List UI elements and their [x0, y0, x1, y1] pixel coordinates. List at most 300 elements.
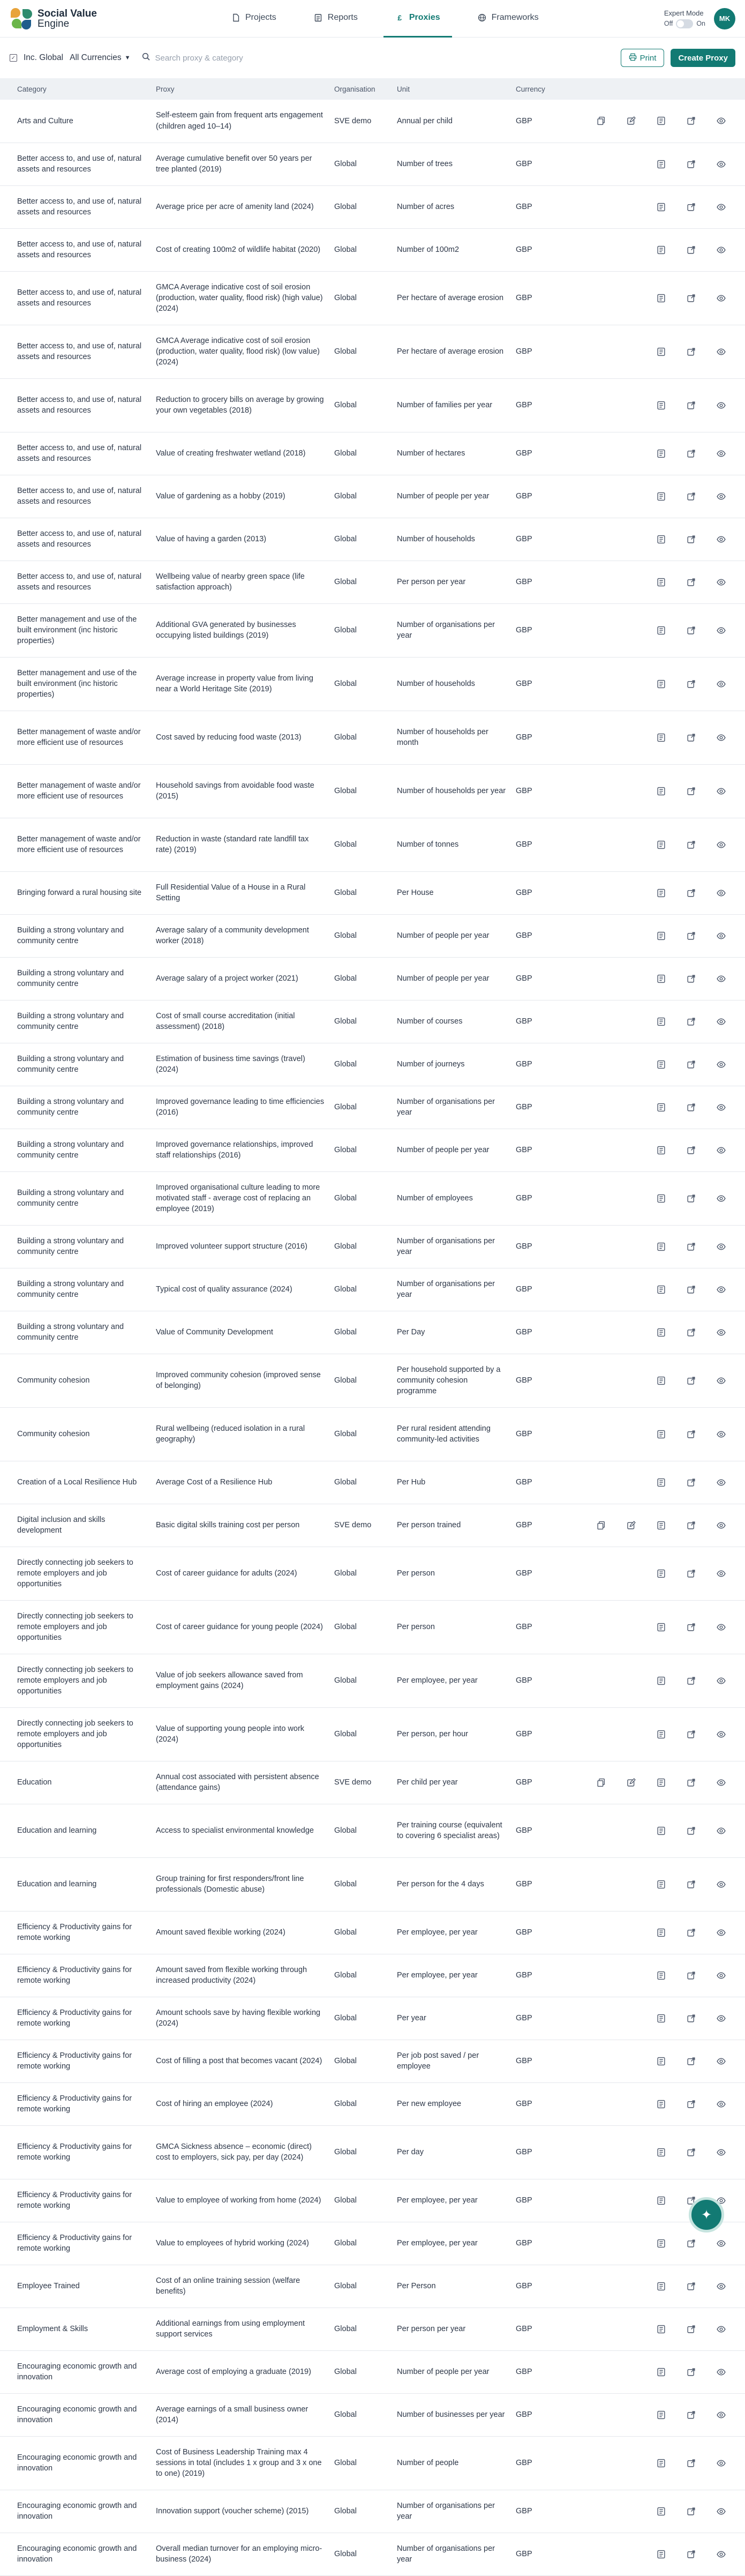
- details-icon[interactable]: [656, 1778, 666, 1787]
- table-row[interactable]: [0, 475, 745, 518]
- view-icon[interactable]: [716, 1017, 726, 1026]
- details-icon[interactable]: [656, 1145, 666, 1155]
- view-icon[interactable]: [716, 625, 726, 635]
- table-row[interactable]: [0, 1654, 745, 1707]
- view-icon[interactable]: [716, 491, 726, 501]
- table-row[interactable]: [0, 2040, 745, 2082]
- cell-proxy: Typical cost of quality assurance (2024): [156, 1285, 292, 1294]
- table-row[interactable]: [0, 1600, 745, 1654]
- details-icon[interactable]: [656, 1242, 666, 1251]
- details-icon[interactable]: [656, 974, 666, 983]
- table-row[interactable]: [0, 1954, 745, 1997]
- view-icon[interactable]: [716, 1928, 726, 1937]
- open-external-icon[interactable]: [686, 1569, 696, 1578]
- details-icon[interactable]: [656, 2056, 666, 2066]
- view-icon[interactable]: [716, 2458, 726, 2468]
- open-external-icon[interactable]: [686, 577, 696, 587]
- view-icon[interactable]: [716, 1059, 726, 1069]
- cell-proxy: Average increase in property value from living near a World Heritage Site (2019): [156, 674, 313, 693]
- open-external-icon[interactable]: [686, 534, 696, 544]
- print-button[interactable]: [621, 49, 665, 67]
- cell-organisation: Global: [334, 534, 357, 543]
- table-row[interactable]: [0, 100, 745, 143]
- view-icon[interactable]: [716, 1569, 726, 1578]
- column-header-unit[interactable]: Unit: [397, 85, 410, 93]
- table-row[interactable]: [0, 1171, 745, 1225]
- cell-proxy: Average salary of a project worker (2021): [156, 974, 298, 983]
- open-external-icon[interactable]: [686, 2013, 696, 2023]
- details-icon[interactable]: [656, 840, 666, 849]
- details-icon[interactable]: [656, 2367, 666, 2377]
- open-external-icon[interactable]: [686, 1145, 696, 1155]
- edit-icon[interactable]: [626, 1778, 636, 1787]
- view-icon[interactable]: [716, 534, 726, 544]
- open-external-icon[interactable]: [686, 2324, 696, 2334]
- open-external-icon[interactable]: [686, 1622, 696, 1632]
- view-icon[interactable]: [716, 2013, 726, 2023]
- view-icon[interactable]: [716, 577, 726, 587]
- open-external-icon[interactable]: [686, 202, 696, 212]
- view-icon[interactable]: [716, 1826, 726, 1835]
- view-icon[interactable]: [716, 449, 726, 458]
- cell-actions: [573, 378, 745, 432]
- table-row[interactable]: [0, 764, 745, 818]
- table-row[interactable]: [0, 2393, 745, 2436]
- view-icon[interactable]: [716, 159, 726, 169]
- cell-proxy: Average price per acre of amenity land (2024): [156, 202, 314, 211]
- details-icon[interactable]: [656, 2549, 666, 2559]
- view-icon[interactable]: [716, 1477, 726, 1487]
- open-external-icon[interactable]: [686, 1477, 696, 1487]
- open-external-icon[interactable]: [686, 2099, 696, 2109]
- view-icon[interactable]: [716, 400, 726, 410]
- open-external-icon[interactable]: [686, 974, 696, 983]
- details-icon[interactable]: [656, 1376, 666, 1385]
- view-icon[interactable]: [716, 2506, 726, 2516]
- details-icon[interactable]: [656, 293, 666, 303]
- view-icon[interactable]: [716, 786, 726, 796]
- open-external-icon[interactable]: [686, 786, 696, 796]
- details-icon[interactable]: [656, 491, 666, 501]
- cell-organisation: Global: [334, 347, 357, 356]
- details-icon[interactable]: [656, 449, 666, 458]
- view-icon[interactable]: [716, 931, 726, 940]
- table-row[interactable]: [0, 1707, 745, 1761]
- view-icon[interactable]: [716, 1520, 726, 1530]
- table-row[interactable]: [0, 914, 745, 957]
- details-icon[interactable]: [656, 1928, 666, 1937]
- cell-unit: Number of people: [397, 2458, 459, 2467]
- details-icon[interactable]: [656, 1327, 666, 1337]
- view-icon[interactable]: [716, 2056, 726, 2066]
- table-row[interactable]: [0, 185, 745, 228]
- details-icon[interactable]: [656, 1569, 666, 1578]
- details-icon[interactable]: [656, 1059, 666, 1069]
- view-icon[interactable]: [716, 1778, 726, 1787]
- expert-mode-toggle[interactable]: [676, 19, 693, 28]
- view-icon[interactable]: [716, 1429, 726, 1439]
- table-row[interactable]: [0, 561, 745, 603]
- cell-organisation: Global: [334, 2013, 357, 2022]
- open-external-icon[interactable]: [686, 2410, 696, 2420]
- table-row[interactable]: [0, 957, 745, 1000]
- cell-category: Directly connecting job seekers to remote employers and job opportunities: [17, 1611, 133, 1642]
- table-row[interactable]: [0, 657, 745, 711]
- nav-projects[interactable]: [220, 0, 288, 38]
- cell-category: Encouraging economic growth and innovation: [17, 2501, 137, 2521]
- details-icon[interactable]: [656, 577, 666, 587]
- view-icon[interactable]: [716, 1193, 726, 1203]
- open-external-icon[interactable]: [686, 449, 696, 458]
- cell-unit: Number of courses: [397, 1017, 463, 1026]
- table-header-row: [0, 78, 745, 100]
- cell-actions: [573, 561, 745, 603]
- nav-frameworks[interactable]: [466, 0, 551, 38]
- table-row[interactable]: [0, 2533, 745, 2575]
- cell-proxy: Average Cost of a Resilience Hub: [156, 1477, 273, 1487]
- open-external-icon[interactable]: [686, 1102, 696, 1112]
- cell-category: Building a strong voluntary and community centre: [17, 1097, 124, 1117]
- table-row[interactable]: [0, 325, 745, 378]
- details-icon[interactable]: [656, 159, 666, 169]
- brand-logo[interactable]: [10, 7, 213, 31]
- open-external-icon[interactable]: [686, 1059, 696, 1069]
- cell-currency: GBP: [516, 1622, 532, 1631]
- table-row[interactable]: [0, 2265, 745, 2308]
- cell-unit: Per rural resident attending community-led activities: [397, 1424, 491, 1444]
- nav-proxies[interactable]: [383, 0, 452, 38]
- table-row[interactable]: [0, 603, 745, 657]
- open-external-icon[interactable]: [686, 2281, 696, 2291]
- details-icon[interactable]: [656, 1017, 666, 1026]
- cell-category: Efficiency & Productivity gains for remote working: [17, 2094, 132, 2114]
- open-external-icon[interactable]: [686, 931, 696, 940]
- search-input[interactable]: [155, 54, 283, 63]
- view-icon[interactable]: [716, 2147, 726, 2157]
- cell-organisation: Global: [334, 293, 357, 302]
- table-row[interactable]: [0, 1000, 745, 1043]
- details-icon[interactable]: [656, 2410, 666, 2420]
- open-external-icon[interactable]: [686, 1520, 696, 1530]
- view-icon[interactable]: [716, 974, 726, 983]
- cell-unit: Number of hectares: [397, 449, 465, 458]
- table-row[interactable]: [0, 2082, 745, 2125]
- nav-reports[interactable]: [302, 0, 370, 38]
- copy-icon[interactable]: [596, 1520, 606, 1530]
- open-external-icon[interactable]: [686, 1778, 696, 1787]
- column-header-category[interactable]: Category: [17, 85, 47, 93]
- table-row[interactable]: [0, 228, 745, 271]
- details-icon[interactable]: [656, 400, 666, 410]
- open-external-icon[interactable]: [686, 400, 696, 410]
- cell-proxy: Reduction in waste (standard rate landfill tax rate) (2019): [156, 834, 309, 854]
- details-icon[interactable]: [656, 2324, 666, 2334]
- view-icon[interactable]: [716, 245, 726, 255]
- table-row[interactable]: [0, 378, 745, 432]
- details-icon[interactable]: [656, 1622, 666, 1632]
- sparkle-icon: ✦: [701, 2207, 712, 2222]
- open-external-icon[interactable]: [686, 2458, 696, 2468]
- table-row[interactable]: [0, 2490, 745, 2533]
- table-row[interactable]: [0, 1761, 745, 1804]
- table-row[interactable]: [0, 1129, 745, 1171]
- details-icon[interactable]: [656, 2238, 666, 2248]
- globe-icon: [478, 13, 487, 23]
- cell-currency: GBP: [516, 1376, 532, 1385]
- view-icon[interactable]: [716, 1879, 726, 1889]
- cell-actions: [573, 271, 745, 325]
- open-external-icon[interactable]: [686, 2238, 696, 2248]
- cell-category: Efficiency & Productivity gains for remote working: [17, 1922, 132, 1942]
- cell-proxy: Amount schools save by having flexible working (2024): [156, 2008, 321, 2028]
- details-icon[interactable]: [656, 202, 666, 212]
- cell-category: Better access to, and use of, natural assets and resources: [17, 240, 142, 259]
- open-external-icon[interactable]: [686, 625, 696, 635]
- details-icon[interactable]: [656, 625, 666, 635]
- view-icon[interactable]: [716, 347, 726, 356]
- table-row[interactable]: [0, 2350, 745, 2393]
- details-icon[interactable]: [656, 1285, 666, 1294]
- details-icon[interactable]: [656, 1676, 666, 1685]
- view-icon[interactable]: [716, 840, 726, 849]
- table-row[interactable]: [0, 1997, 745, 2040]
- cell-organisation: Global: [334, 1477, 357, 1487]
- details-icon[interactable]: [656, 2099, 666, 2109]
- cell-proxy: Cost of an online training session (welfare benefits): [156, 2276, 300, 2296]
- details-icon[interactable]: [656, 2281, 666, 2291]
- copy-icon[interactable]: [596, 1778, 606, 1787]
- table-row[interactable]: [0, 271, 745, 325]
- table-row[interactable]: [0, 1311, 745, 1354]
- view-icon[interactable]: [716, 1327, 726, 1337]
- open-external-icon[interactable]: [686, 1429, 696, 1439]
- cell-actions: [573, 1600, 745, 1654]
- cell-currency: GBP: [516, 2506, 532, 2515]
- open-external-icon[interactable]: [686, 1327, 696, 1337]
- table-row[interactable]: [0, 1911, 745, 1954]
- open-external-icon[interactable]: [686, 293, 696, 303]
- cell-organisation: Global: [334, 1017, 357, 1026]
- details-icon[interactable]: [656, 116, 666, 126]
- details-icon[interactable]: [656, 1970, 666, 1980]
- cell-category: Building a strong voluntary and community centre: [17, 1279, 124, 1299]
- table-row[interactable]: [0, 1461, 745, 1504]
- view-icon[interactable]: [716, 202, 726, 212]
- edit-icon[interactable]: [626, 116, 636, 126]
- edit-icon[interactable]: [626, 1520, 636, 1530]
- table-row[interactable]: [0, 2179, 745, 2222]
- open-external-icon[interactable]: [686, 1970, 696, 1980]
- details-icon[interactable]: [656, 2147, 666, 2157]
- view-icon[interactable]: [716, 2238, 726, 2248]
- open-external-icon[interactable]: [686, 2367, 696, 2377]
- view-icon[interactable]: [716, 1285, 726, 1294]
- table-row[interactable]: [0, 2308, 745, 2350]
- open-external-icon[interactable]: [686, 491, 696, 501]
- cell-actions: [573, 475, 745, 518]
- table-row[interactable]: [0, 1504, 745, 1547]
- view-icon[interactable]: [716, 2410, 726, 2420]
- column-header-proxy[interactable]: Proxy: [156, 85, 175, 93]
- create-proxy-button[interactable]: Create Proxy: [671, 49, 735, 67]
- table-row[interactable]: [0, 1407, 745, 1461]
- table-row[interactable]: [0, 871, 745, 914]
- details-icon[interactable]: [656, 1520, 666, 1530]
- open-external-icon[interactable]: [686, 1676, 696, 1685]
- cell-organisation: SVE demo: [334, 1778, 372, 1787]
- cell-proxy: Cost of filling a post that becomes vacant (2024): [156, 2056, 322, 2065]
- view-icon[interactable]: [716, 1145, 726, 1155]
- cell-currency: GBP: [516, 116, 532, 125]
- open-external-icon[interactable]: [686, 733, 696, 742]
- open-external-icon[interactable]: [686, 1879, 696, 1889]
- details-icon[interactable]: [656, 2196, 666, 2205]
- inc-global-checkbox[interactable]: ✓: [10, 54, 17, 62]
- open-external-icon[interactable]: [686, 159, 696, 169]
- view-icon[interactable]: [716, 2324, 726, 2334]
- details-icon[interactable]: [656, 2458, 666, 2468]
- table-row[interactable]: [0, 1268, 745, 1311]
- open-external-icon[interactable]: [686, 245, 696, 255]
- cell-organisation: Global: [334, 974, 357, 983]
- table-row[interactable]: [0, 143, 745, 185]
- cell-proxy: Improved volunteer support structure (2016): [156, 1242, 307, 1251]
- details-icon[interactable]: [656, 1193, 666, 1203]
- view-icon[interactable]: [716, 2549, 726, 2559]
- open-external-icon[interactable]: [686, 2506, 696, 2516]
- cell-actions: [573, 1086, 745, 1129]
- table-row[interactable]: [0, 432, 745, 475]
- table-row[interactable]: [0, 1086, 745, 1129]
- cell-currency: GBP: [516, 786, 532, 795]
- column-header-currency[interactable]: Currency: [516, 85, 545, 93]
- details-icon[interactable]: [656, 1477, 666, 1487]
- table-row[interactable]: [0, 1857, 745, 1911]
- details-icon[interactable]: [656, 1429, 666, 1439]
- table-row[interactable]: [0, 1804, 745, 1857]
- cell-unit: Number of people per year: [397, 931, 490, 940]
- cell-category: Building a strong voluntary and community centre: [17, 1011, 124, 1031]
- cell-unit: Per employee, per year: [397, 1970, 478, 1980]
- details-icon[interactable]: [656, 1879, 666, 1889]
- view-icon[interactable]: [716, 1622, 726, 1632]
- view-icon[interactable]: [716, 2099, 726, 2109]
- cell-organisation: Global: [334, 2367, 357, 2376]
- open-external-icon[interactable]: [686, 1928, 696, 1937]
- view-icon[interactable]: [716, 679, 726, 689]
- open-external-icon[interactable]: [686, 2056, 696, 2066]
- view-icon[interactable]: [716, 2281, 726, 2291]
- currency-dropdown[interactable]: [70, 53, 130, 63]
- details-icon[interactable]: [656, 1729, 666, 1739]
- details-icon[interactable]: [656, 2506, 666, 2516]
- cell-actions: [573, 1547, 745, 1600]
- cell-proxy: GMCA Average indicative cost of soil erosion (production, water quality, flood risk) (high value) (2024): [156, 282, 323, 313]
- expert-mode-on-label: On: [696, 20, 705, 27]
- view-icon[interactable]: [716, 1102, 726, 1112]
- open-external-icon[interactable]: [686, 1017, 696, 1026]
- open-external-icon[interactable]: [686, 1193, 696, 1203]
- open-external-icon[interactable]: [686, 840, 696, 849]
- open-external-icon[interactable]: [686, 116, 696, 126]
- details-icon[interactable]: [656, 347, 666, 356]
- cell-category: Directly connecting job seekers to remote employers and job opportunities: [17, 1558, 133, 1589]
- cell-actions: [573, 432, 745, 475]
- view-icon[interactable]: [716, 733, 726, 742]
- open-external-icon[interactable]: [686, 1826, 696, 1835]
- open-external-icon[interactable]: [686, 1285, 696, 1294]
- details-icon[interactable]: [656, 931, 666, 940]
- table-row[interactable]: [0, 2222, 745, 2265]
- view-icon[interactable]: [716, 1970, 726, 1980]
- details-icon[interactable]: [656, 733, 666, 742]
- table-row[interactable]: [0, 1225, 745, 1268]
- copy-icon[interactable]: [596, 116, 606, 126]
- table-row[interactable]: [0, 1547, 745, 1600]
- cell-currency: GBP: [516, 1729, 532, 1738]
- details-icon[interactable]: [656, 1826, 666, 1835]
- open-external-icon[interactable]: [686, 1729, 696, 1739]
- details-icon[interactable]: [656, 679, 666, 689]
- details-icon[interactable]: [656, 2013, 666, 2023]
- cell-unit: Number of trees: [397, 159, 453, 168]
- table-row[interactable]: [0, 1043, 745, 1086]
- cell-currency: GBP: [516, 1102, 532, 1111]
- open-external-icon[interactable]: [686, 347, 696, 356]
- table-row[interactable]: [0, 1354, 745, 1407]
- details-icon[interactable]: [656, 245, 666, 255]
- cell-unit: Number of households: [397, 679, 475, 688]
- cell-actions: [573, 871, 745, 914]
- open-external-icon[interactable]: [686, 888, 696, 898]
- user-avatar[interactable]: MK: [714, 8, 735, 29]
- open-external-icon[interactable]: [686, 2549, 696, 2559]
- view-icon[interactable]: [716, 1676, 726, 1685]
- table-row[interactable]: [0, 711, 745, 764]
- cell-proxy: GMCA Average indicative cost of soil erosion (production, water quality, flood risk) (low value) (2024): [156, 336, 320, 367]
- open-external-icon[interactable]: [686, 679, 696, 689]
- cell-organisation: Global: [334, 2056, 357, 2065]
- view-icon[interactable]: [716, 1242, 726, 1251]
- table-row[interactable]: [0, 518, 745, 561]
- column-header-organisation[interactable]: Organisation: [334, 85, 375, 93]
- cell-proxy: Cost of career guidance for adults (2024): [156, 1569, 297, 1578]
- table-row[interactable]: [0, 2125, 745, 2179]
- view-icon[interactable]: [716, 116, 726, 126]
- details-icon[interactable]: [656, 1102, 666, 1112]
- search-box: [142, 53, 283, 63]
- cell-category: Directly connecting job seekers to remote employers and job opportunities: [17, 1665, 133, 1696]
- view-icon[interactable]: [716, 1729, 726, 1739]
- details-icon[interactable]: [656, 786, 666, 796]
- view-icon[interactable]: [716, 2367, 726, 2377]
- main-nav: [220, 0, 551, 38]
- proxies-toolbar: [0, 38, 745, 78]
- view-icon[interactable]: [716, 293, 726, 303]
- details-icon[interactable]: [656, 888, 666, 898]
- ai-assistant-button[interactable]: [689, 2197, 724, 2232]
- cell-actions: [573, 2436, 745, 2490]
- open-external-icon[interactable]: [686, 1242, 696, 1251]
- details-icon[interactable]: [656, 534, 666, 544]
- table-row[interactable]: [0, 818, 745, 871]
- cell-actions: [573, 957, 745, 1000]
- view-icon[interactable]: [716, 1376, 726, 1385]
- open-external-icon[interactable]: [686, 2147, 696, 2157]
- view-icon[interactable]: [716, 888, 726, 898]
- open-external-icon[interactable]: [686, 1376, 696, 1385]
- table-row[interactable]: [0, 2436, 745, 2490]
